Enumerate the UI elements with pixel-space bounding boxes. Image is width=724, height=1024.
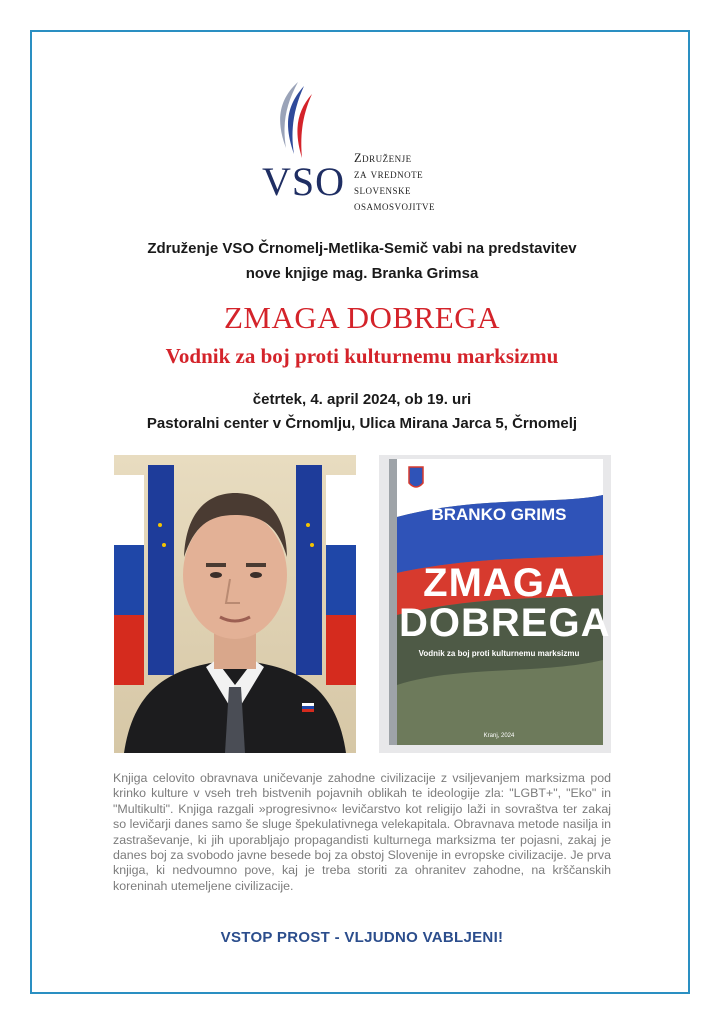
event-location: Pastoralni center v Črnomlju, Ulica Mirana Jarca 5, Črnomelj	[146, 415, 578, 432]
book-cover-subtitle: Vodnik za boj proti kulturnemu marksizmu	[418, 649, 580, 658]
invitation-line: Združenje VSO Črnomelj-Metlika-Semič vabi na predstavitev	[147, 240, 577, 257]
book-cover-photo	[379, 455, 611, 753]
admission-note: VSTOP PROST - VLJUDNO VABLJENI!	[220, 929, 504, 946]
portrait-illustration	[114, 455, 356, 753]
author-portrait	[114, 455, 356, 753]
logo-abbreviation: VSO	[262, 159, 346, 204]
book-cover-author: BRANKO GRIMS	[431, 505, 567, 524]
book-title: ZMAGA DOBREGA	[223, 300, 501, 335]
org-name-line: slovenske	[354, 183, 412, 197]
organization-name	[354, 150, 435, 214]
book-cover-title-line2: DOBREGA	[399, 601, 611, 645]
vso-logo-icon	[268, 80, 320, 160]
event-details	[40, 388, 684, 436]
book-cover-imprint: Kranj, 2024	[483, 733, 515, 739]
invitation-text	[60, 236, 664, 286]
invitation-line: nove knjige mag. Branka Grimsa	[245, 265, 479, 282]
book-cover-prefix: Mag.	[447, 497, 463, 504]
book-subtitle: Vodnik za boj proti kulturnemu marksizmu	[165, 344, 559, 368]
book-cover-title-line1: ZMAGA	[423, 561, 575, 605]
org-name-line: osamosvojitve	[354, 199, 436, 213]
org-name-line: Združenje	[354, 151, 412, 165]
event-date: četrtek, 4. april 2024, ob 19. uri	[252, 391, 472, 408]
org-name-line: za vrednote	[354, 167, 424, 181]
book-description: Knjiga celovito obravnava uničevanje zahodne civilizacije z vsiljevanjem marksizma pod krinko kulture v vseh treh bistvenih pojavnih oblikah te ideologije zla: "LGBT+", "Eko" in "Multikulti". Knjiga razgali »progresivno« levičarstvo kot religijo laži in sovraštva ter zakaj so levičarji danes samo še sluge špekulativnega velekapitala. Obravnava metode nasilja in zastraševanje, ki jih uporabljajo propagandisti kulturnega marksizma ter pojasni, zakaj je danes boj za svobodo javne besede boj za obstoj Slovenije in evropske civilizacije. Je prva knjiga, ki nedvoumno pove, kaj je treba storiti za ohranitev zahodne, na krščanskih koreninah utemeljene civilizacije.	[113, 771, 611, 893]
